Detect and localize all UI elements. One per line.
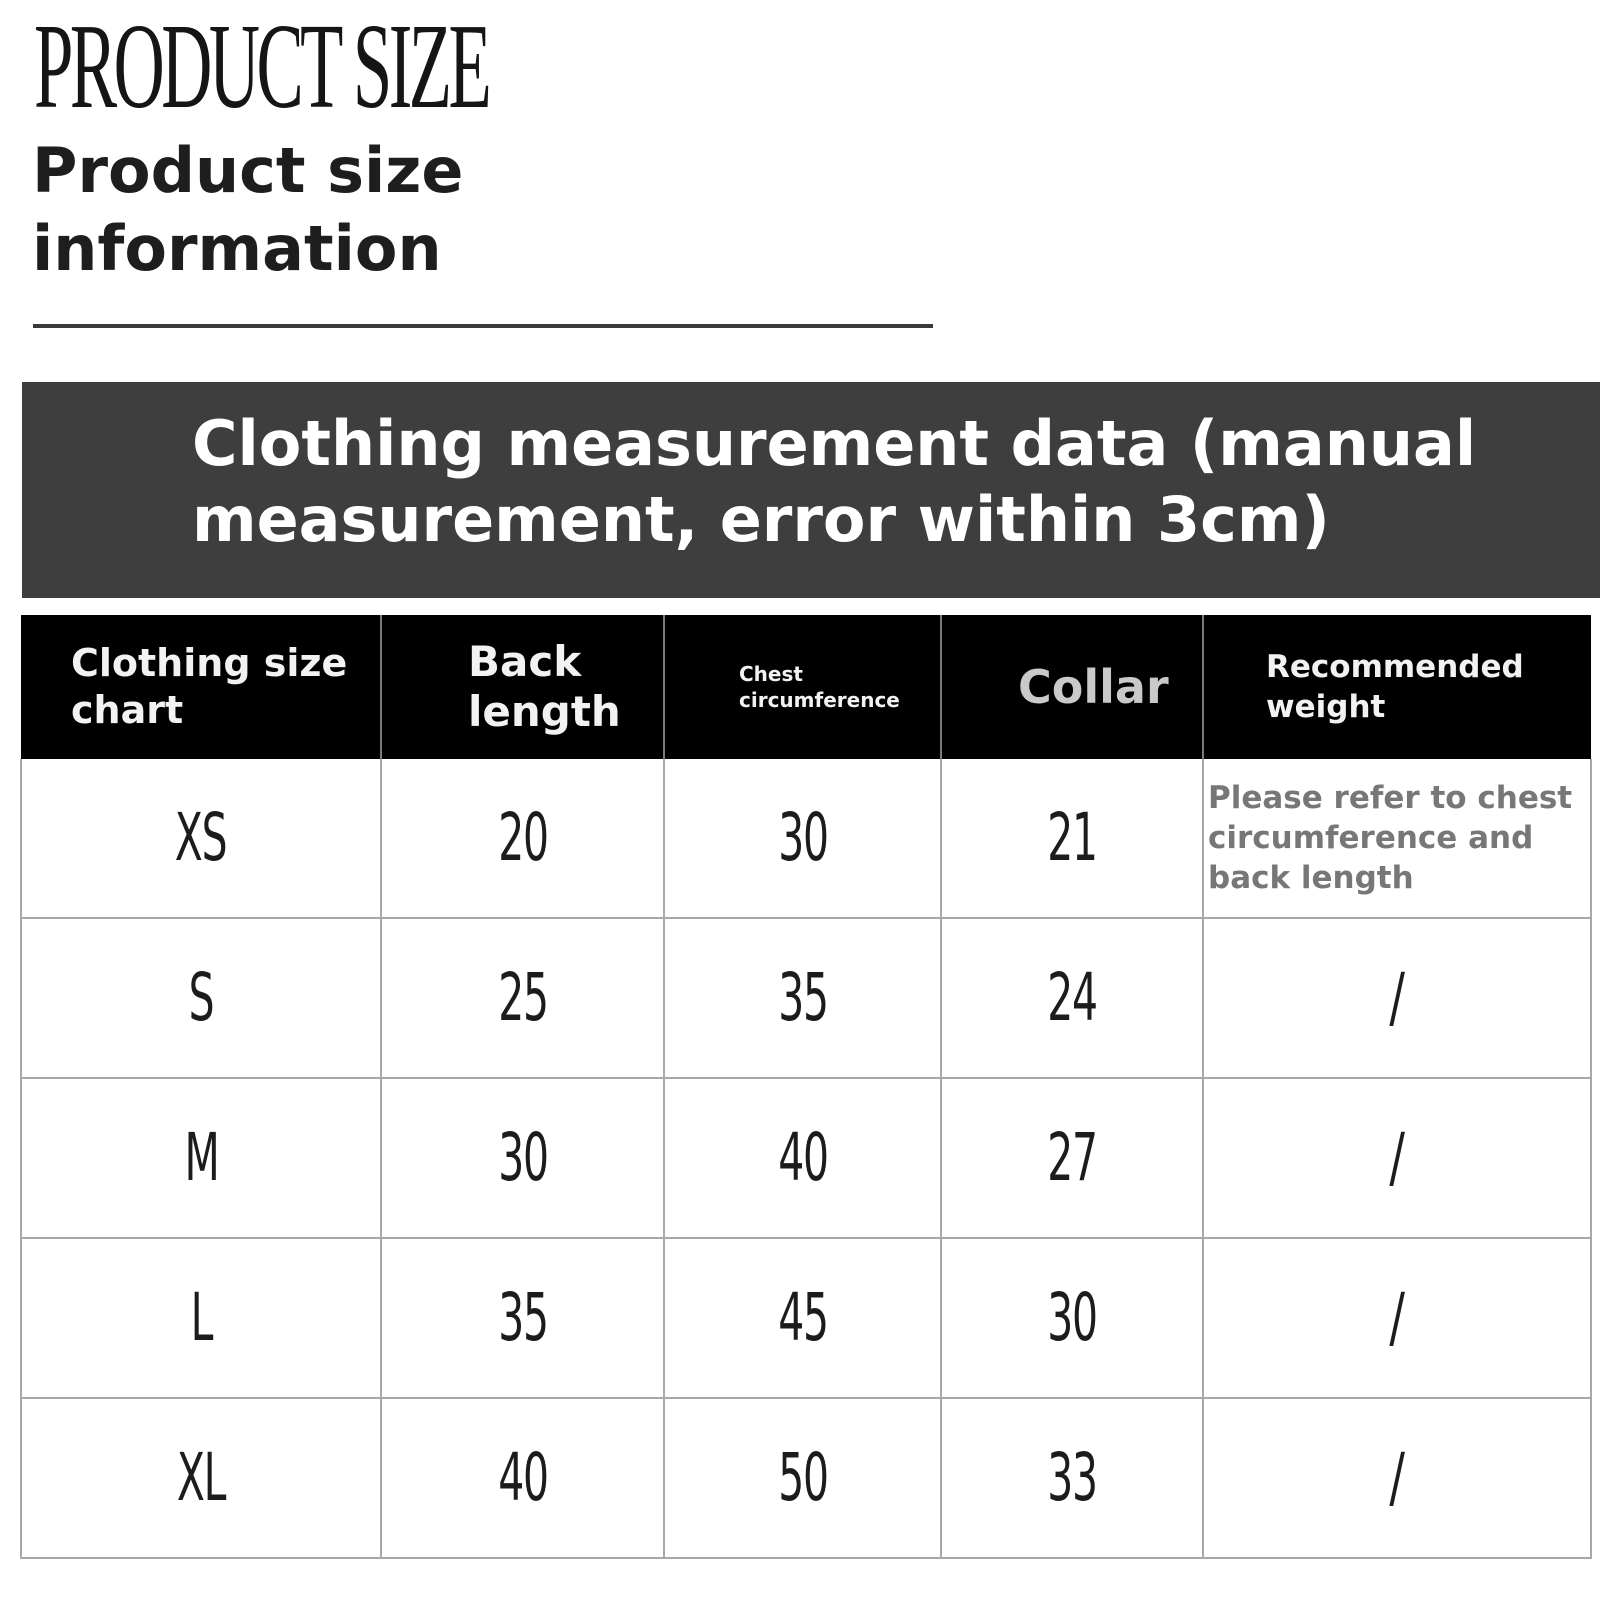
cell-size: L (21, 1238, 381, 1398)
cell-collar: 30 (941, 1238, 1203, 1398)
column-header-weight: Recommended weight (1203, 615, 1591, 759)
cell-collar: 27 (941, 1078, 1203, 1238)
cell-weight: Please refer to chest circumference and back length (1203, 759, 1591, 918)
table-row (21, 1398, 1591, 1558)
cell-weight: / (1203, 1238, 1591, 1398)
cell-size: M (21, 1078, 381, 1238)
table-row (21, 1238, 1591, 1398)
cell-collar: 21 (941, 759, 1203, 918)
cell-back-length: 35 (381, 1238, 664, 1398)
measurement-banner (22, 382, 1600, 598)
column-header-size: Clothing size chart (21, 615, 381, 759)
table-row (21, 759, 1591, 918)
cell-size: XL (21, 1398, 381, 1558)
table-header-row (21, 615, 1591, 759)
cell-chest: 40 (664, 1078, 941, 1238)
column-header-chest: Chest circumference (664, 615, 941, 759)
cell-weight: / (1203, 918, 1591, 1078)
cell-back-length: 30 (381, 1078, 664, 1238)
cell-collar: 24 (941, 918, 1203, 1078)
cell-back-length: 25 (381, 918, 664, 1078)
column-header-back-length: Back length (381, 615, 664, 759)
table-row (21, 918, 1591, 1078)
cell-chest: 30 (664, 759, 941, 918)
cell-size: S (21, 918, 381, 1078)
page-subtitle: Product size information (32, 134, 464, 285)
column-header-collar: Collar (941, 615, 1203, 759)
divider-line (33, 324, 933, 328)
cell-weight: / (1203, 1398, 1591, 1558)
banner-text: Clothing measurement data (manual measurement, error within 3cm) (192, 407, 1477, 556)
cell-chest: 50 (664, 1398, 941, 1558)
cell-collar: 33 (941, 1398, 1203, 1558)
cell-size: XS (21, 759, 381, 918)
cell-chest: 35 (664, 918, 941, 1078)
cell-chest: 45 (664, 1238, 941, 1398)
cell-back-length: 20 (381, 759, 664, 918)
cell-weight: / (1203, 1078, 1591, 1238)
brand-title: PRODUCT SIZE (34, 0, 489, 134)
cell-back-length: 40 (381, 1398, 664, 1558)
size-table (20, 615, 1592, 1559)
table-row (21, 1078, 1591, 1238)
